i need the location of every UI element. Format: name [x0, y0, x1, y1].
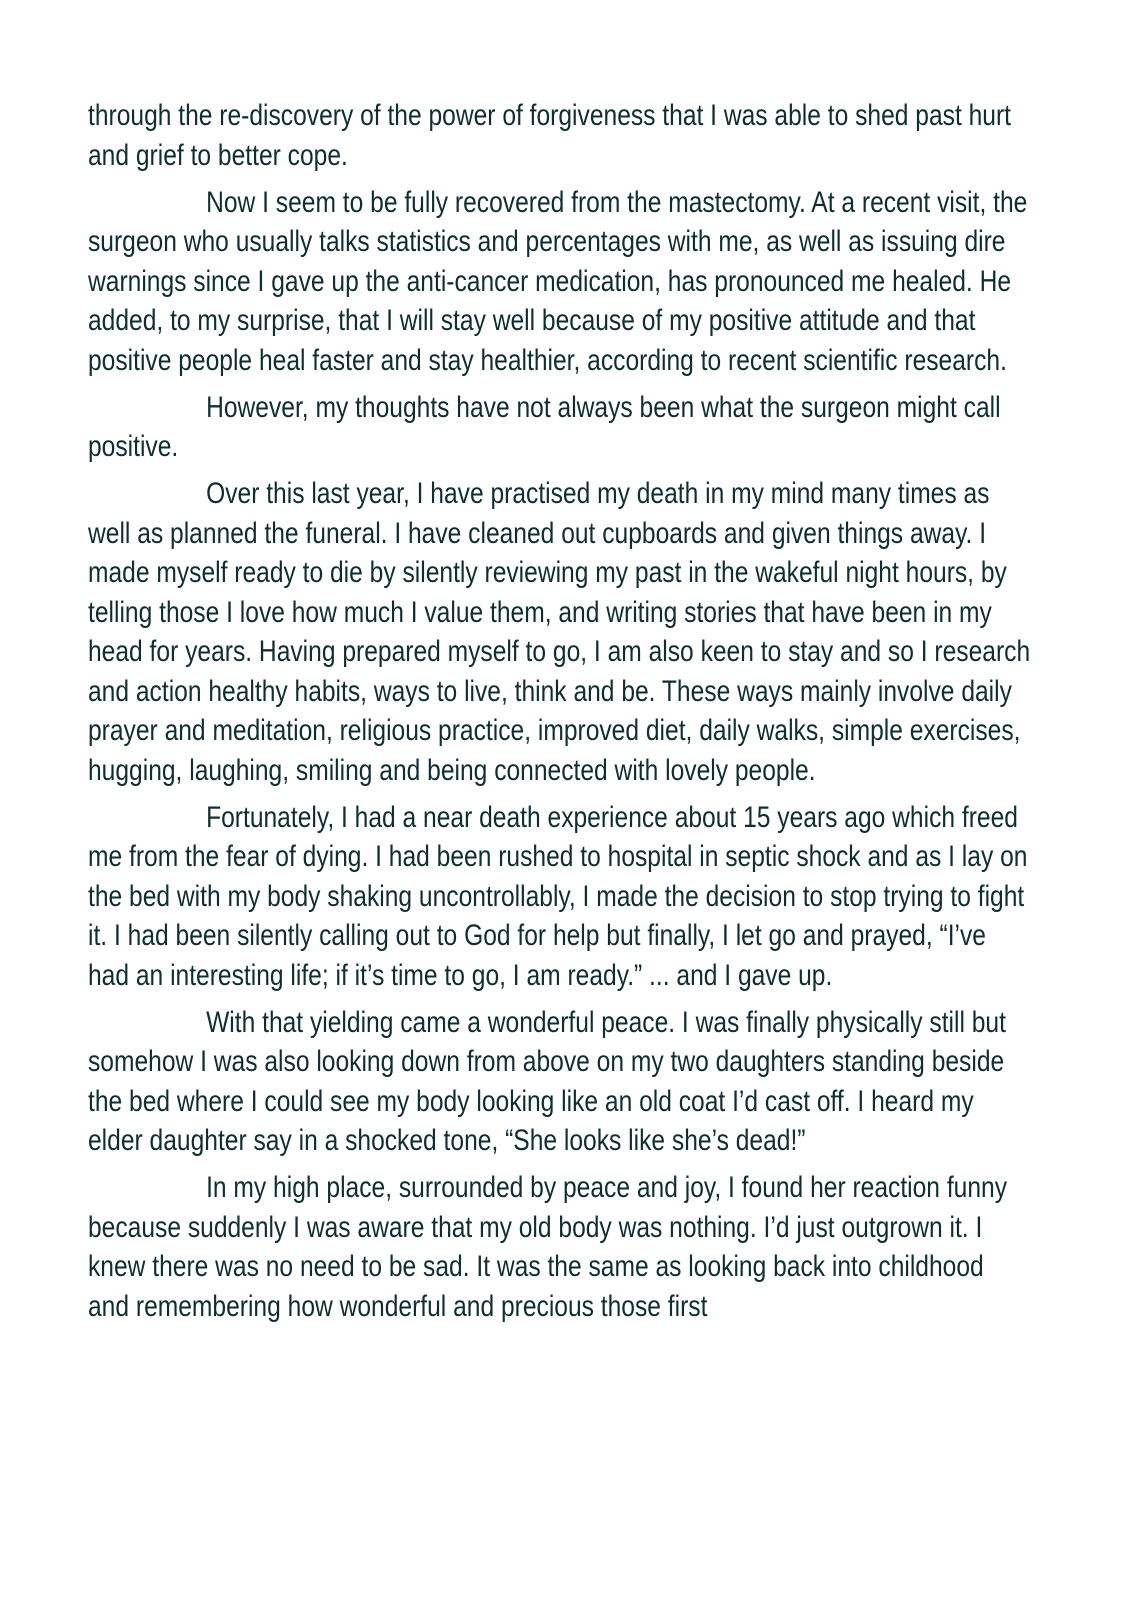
paragraph: Fortunately, I had a near death experience about 15 years ago which freed me from the fear of dying. I had been rushed to hospital in septic shock and as I lay on the bed with my body shaking uncontrollably, I made the decision to stop trying to fight it. I had been silently calling out to God for help but finally, I let go and prayed, “I’ve had an interesting life; if it’s time to go, I am ready.” ... and I gave up. [88, 800, 1028, 992]
paragraph: through the re-discovery of the power of forgiveness that I was able to shed past hurt and grief to better cope. [88, 99, 1012, 172]
paragraph: However, my thoughts have not always been what the surgeon might call positive. [88, 390, 1001, 463]
paragraph: With that yielding came a wonderful peace. I was finally physically still but somehow I was also looking down from above on my two daughters standing beside the bed where I could see my body looking like an old coat I’d cast off. I heard my elder daughter say in a shocked tone, “She looks like she’s dead!” [88, 1005, 1006, 1157]
paragraph: In my high place, surrounded by peace and joy, I found her reaction funny because suddenly I was aware that my old body was nothing. I’d just outgrown it. I knew there was no need to be sad. It was the same as looking back into childhood and remembering how wonderful and precious those first [88, 1171, 1008, 1323]
paragraph: Over this last year, I have practised my death in my mind many times as well as planned the funeral. I have cleaned out cupboards and given things away. I made myself ready to die by silently reviewing my past in the wakeful night hours, by telling those I love how much I value them, and writing stories that have been in my head for years. Having prepared myself to go, I am also keen to stay and so I research and action healthy habits, ways to live, think and be. These ways mainly involve daily prayer and meditation, religious practice, improved diet, daily walks, simple exercises, hugging, laughing, smiling and being connected with lovely people. [88, 477, 1031, 787]
paragraph: Now I seem to be fully recovered from the mastectomy. At a recent visit, the surgeon who usually talks statistics and percentages with me, as well as issuing dire warnings since I gave up the anti-cancer medication, has pronounced me healed. He added, to my surprise, that I will stay well because of my positive attitude and that positive people heal faster and stay healthier, according to recent scientific research. [88, 185, 1028, 377]
body-text-column [88, 96, 1031, 1326]
